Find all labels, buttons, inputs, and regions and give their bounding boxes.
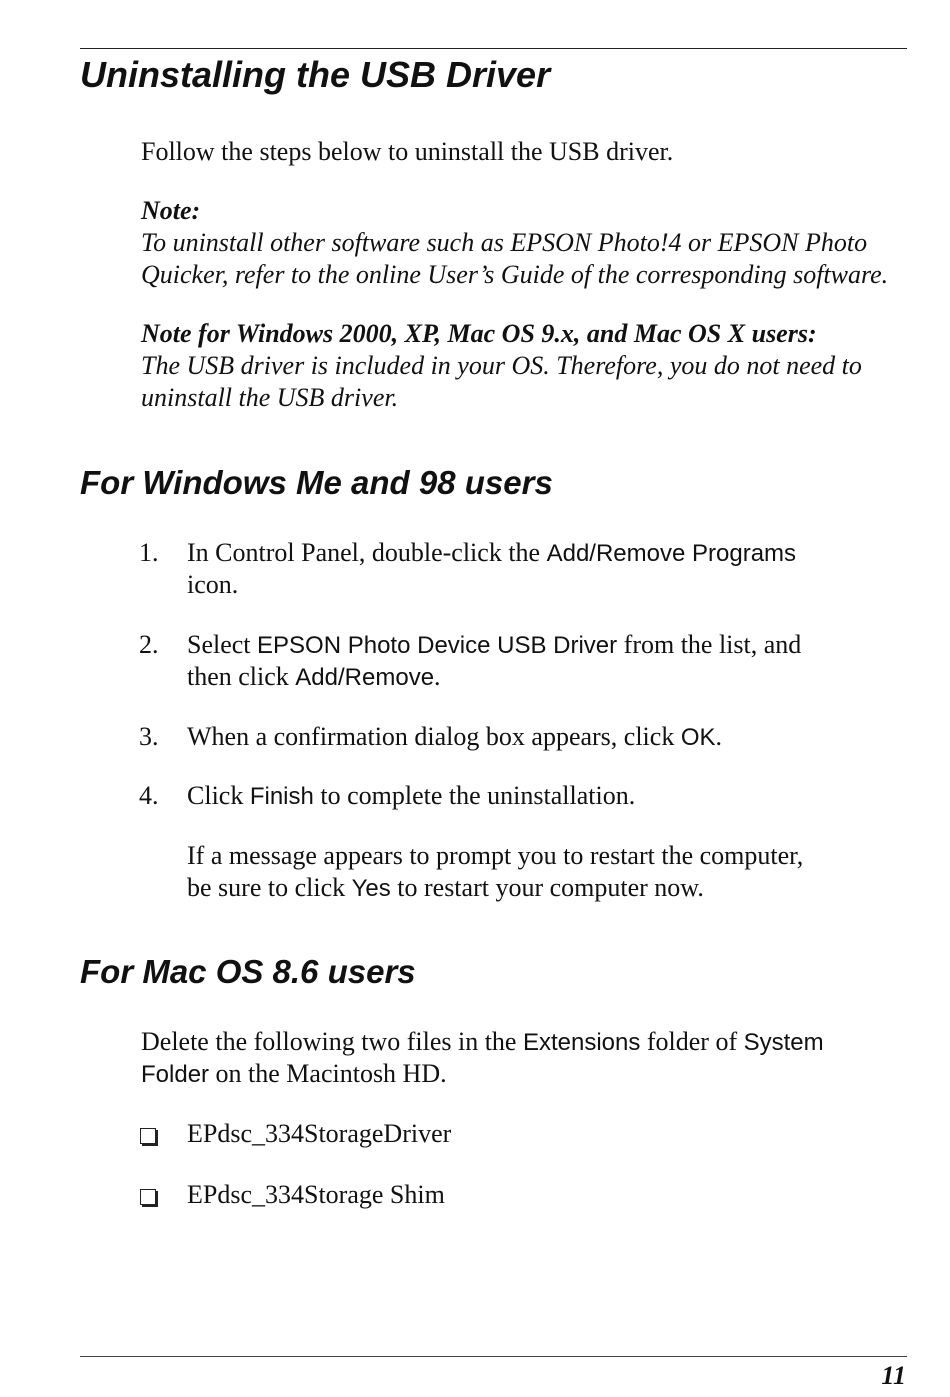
step-1-line-2: icon. xyxy=(187,570,239,599)
note-label: Note: xyxy=(141,196,201,225)
ui-label-usb-driver: EPSON Photo Device USB Driver xyxy=(257,632,618,659)
step-4-number: 4. xyxy=(139,781,159,810)
ui-label-finish: Finish xyxy=(249,783,314,810)
checkbox-bullet-icon xyxy=(140,1189,156,1205)
step-2-number: 2. xyxy=(139,630,159,659)
file-item: EPdsc_334StorageDriver xyxy=(187,1119,452,1148)
step-2-line-2: then click Add/Remove. xyxy=(187,662,441,691)
top-rule xyxy=(80,48,907,49)
step-2-line-1: Select EPSON Photo Device USB Driver from the list, and xyxy=(187,630,802,659)
restart-note-line-2: be sure to click Yes to restart your computer now. xyxy=(187,873,704,902)
page-number: 11 xyxy=(881,1361,906,1390)
ui-label-system-folder: System xyxy=(743,1029,824,1056)
step-4-line-1: Click Finish to complete the uninstallation. xyxy=(187,781,636,810)
step-1-line-1: In Control Panel, double-click the Add/Remove Programs xyxy=(187,538,797,567)
ui-label-ok: OK xyxy=(680,724,716,751)
windows-section-heading: For Windows Me and 98 users xyxy=(80,464,553,501)
ui-label-add-remove-programs: Add/Remove Programs xyxy=(546,540,797,567)
file-item: EPdsc_334Storage Shim xyxy=(187,1180,445,1209)
ui-label-add-remove: Add/Remove xyxy=(295,664,435,691)
mac-instructions-line-1: Delete the following two files in the Extensions folder of System xyxy=(141,1027,824,1056)
checkbox-bullet-icon xyxy=(140,1128,156,1144)
mac-instructions-line-2: Folder on the Macintosh HD. xyxy=(141,1059,447,1088)
step-3-line-1: When a confirmation dialog box appears, click OK. xyxy=(187,722,723,751)
restart-note-line-1: If a message appears to prompt you to restart the computer, xyxy=(187,841,804,870)
step-3-number: 3. xyxy=(139,722,159,751)
step-1-number: 1. xyxy=(139,538,159,567)
mac-section-heading: For Mac OS 8.6 users xyxy=(80,953,416,990)
note-text-line-2: Quicker, refer to the online User’s Guide of the corresponding software. xyxy=(141,260,889,289)
note-text-line-1: To uninstall other software such as EPSON Photo!4 or EPSON Photo xyxy=(141,228,868,257)
os-note-label: Note for Windows 2000, XP, Mac OS 9.x, and Mac OS X users: xyxy=(141,319,817,348)
intro-text: Follow the steps below to uninstall the USB driver. xyxy=(141,137,674,166)
ui-label-yes: Yes xyxy=(351,875,391,902)
os-note-text-line-2: uninstall the USB driver. xyxy=(141,383,399,412)
page-title: Uninstalling the USB Driver xyxy=(80,54,551,95)
ui-label-folder: Folder xyxy=(141,1061,210,1088)
os-note-text-line-1: The USB driver is included in your OS. Therefore, you do not need to xyxy=(141,351,862,380)
bottom-rule xyxy=(80,1356,907,1357)
ui-label-extensions: Extensions xyxy=(522,1029,641,1056)
